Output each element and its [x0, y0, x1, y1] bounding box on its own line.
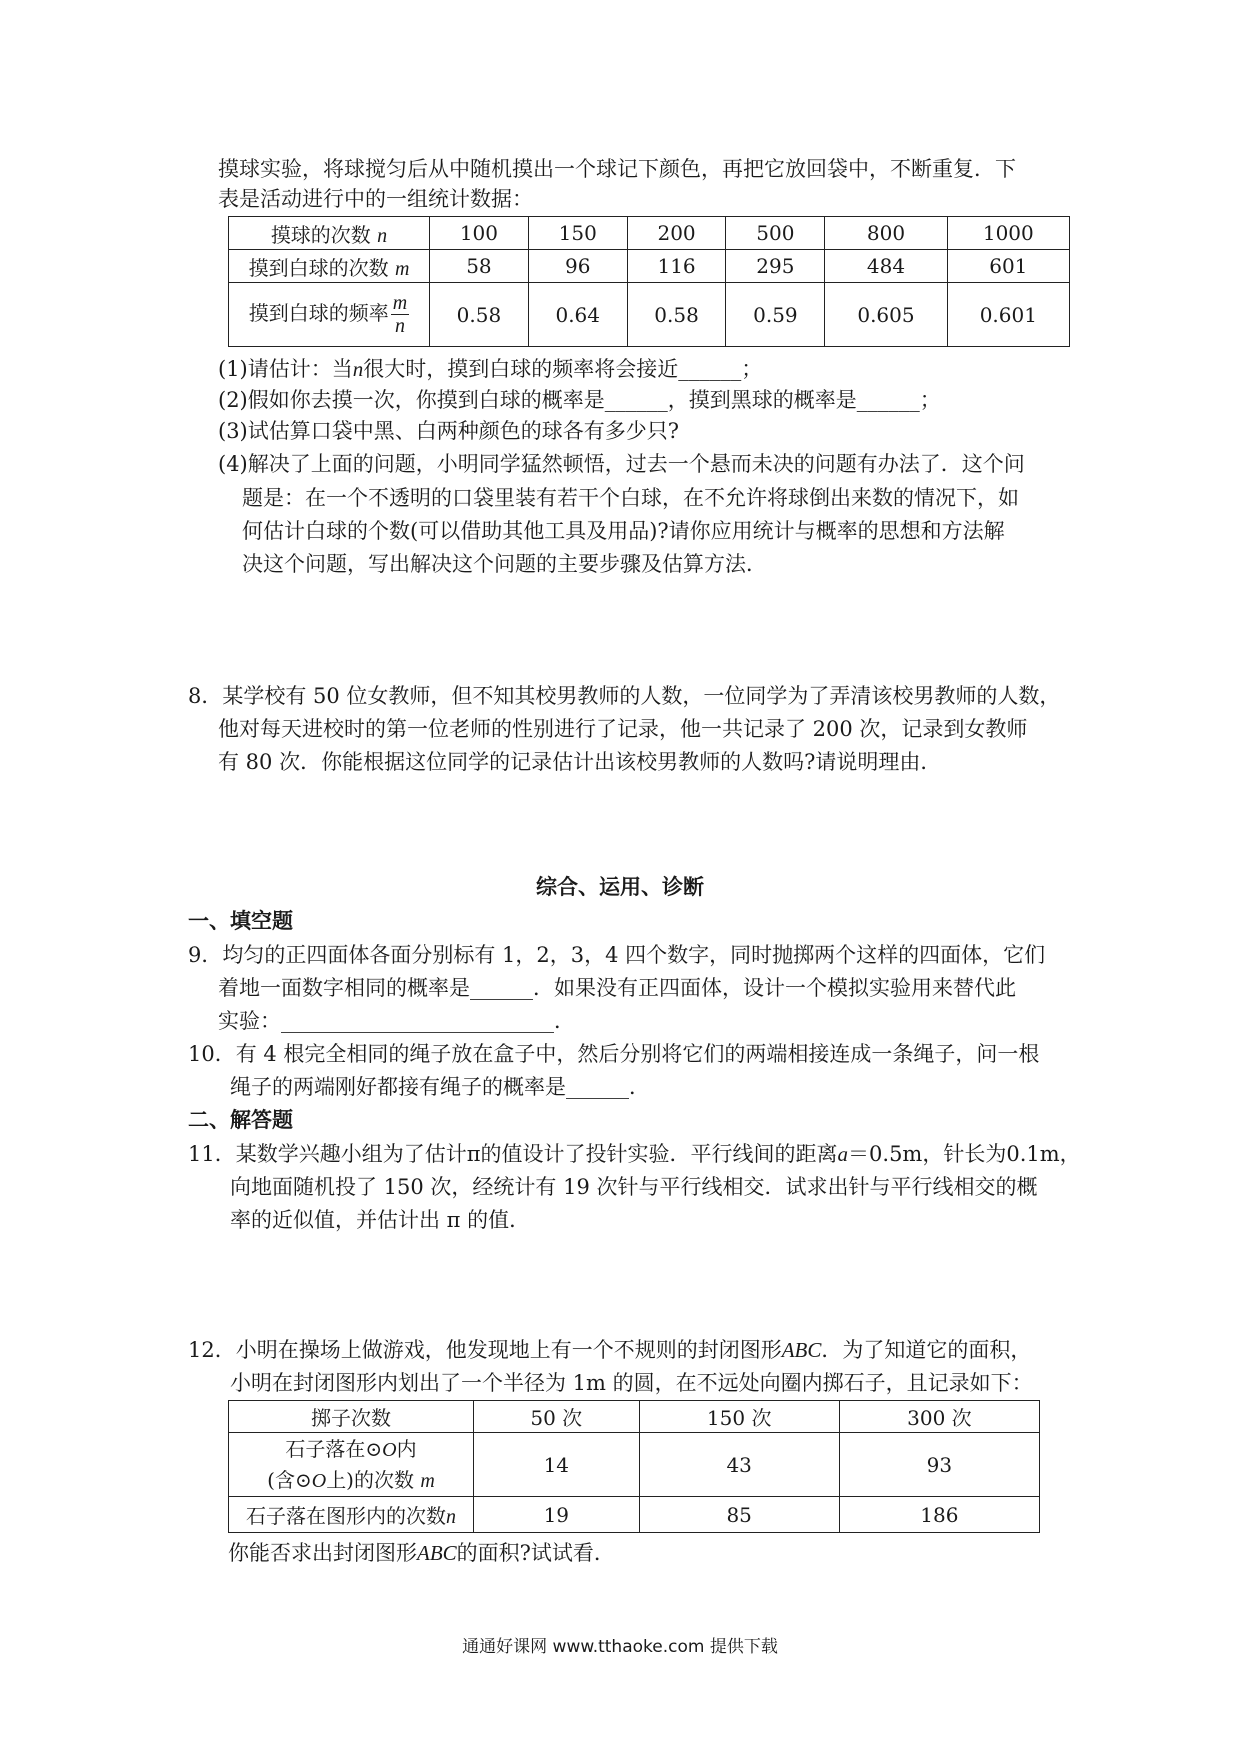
- q12-after-table: [228, 1538, 615, 1568]
- table-row: [229, 283, 1070, 347]
- q11-line1: [188, 1139, 1081, 1169]
- header-cell: 300 次: [839, 1401, 1039, 1433]
- text: 很大时，摸到白球的频率将会接近______；: [363, 357, 763, 381]
- text: 石子落在⊙: [285, 1436, 383, 1461]
- cell: 58: [430, 250, 529, 283]
- q7-stats-table: [228, 216, 1070, 347]
- text: ＝0.5m，针长为0.1m，: [848, 1142, 1081, 1166]
- q7-intro-line1: 摸球实验，将球搅匀后从中随机摸出一个球记下颜色，再把它放回袋中，不断重复．下: [218, 157, 1016, 181]
- q11-line2: 向地面随机投了 150 次，经统计有 19 次针与平行线相交．试求出针与平行线相交的概: [230, 1175, 1038, 1199]
- text: (含⊙: [267, 1467, 312, 1492]
- q7-sub4-line4: 决这个问题，写出解决这个问题的主要步骤及估算方法．: [242, 552, 767, 576]
- row-label-count: [229, 217, 430, 250]
- text: 内: [396, 1436, 417, 1461]
- cell: 93: [839, 1433, 1039, 1497]
- label-text: 摸球的次数: [270, 222, 371, 247]
- cell: 0.64: [528, 283, 627, 347]
- q7-sub4-line3: 何估计白球的个数(可以借助其他工具及用品)?请你应用统计与概率的思想和方法解: [242, 519, 1005, 543]
- q9-line2: 着地一面数字相同的概率是______．如果没有正四面体，设计一个模拟实验用来替代此: [218, 976, 1016, 1000]
- cell: 100: [430, 217, 529, 250]
- fraction-m-over-n: [391, 292, 409, 337]
- text: 的面积?试试看．: [456, 1541, 615, 1565]
- row-label-white: [229, 250, 430, 283]
- table-row: [229, 250, 1070, 283]
- cell: 601: [947, 250, 1069, 283]
- var-abc: ABC: [417, 1541, 457, 1565]
- text: 12．小明在操场上做游戏，他发现地上有一个不规则的封闭图形: [188, 1338, 782, 1362]
- cell: 1000: [947, 217, 1069, 250]
- q7-sub1: [218, 354, 762, 384]
- q9-line1: 9．均匀的正四面体各面分别标有 1，2，3，4 四个数字，同时抛掷两个这样的四面体，它们: [188, 943, 1046, 967]
- q7-sub4-line2: 题是：在一个不透明的口袋里装有若干个白球，在不允许将球倒出来数的情况下，如: [242, 486, 1019, 510]
- var-n: n: [352, 357, 364, 381]
- cell: 186: [839, 1497, 1039, 1533]
- cell: 0.59: [726, 283, 825, 347]
- q8-line2: 他对每天进校时的第一位老师的性别进行了记录，他一共记录了 200 次，记录到女教师: [218, 717, 1028, 741]
- text: 11．某数学兴趣小组为了估计π的值设计了投针实验．平行线间的距离: [188, 1142, 838, 1166]
- header-cell: 50 次: [474, 1401, 640, 1433]
- row-label-in-shape: [229, 1497, 474, 1533]
- fraction-denominator: n: [394, 315, 405, 337]
- var-n: n: [446, 1506, 456, 1528]
- q7-sub2: (2)假如你去摸一次，你摸到白球的概率是______，摸到黑球的概率是______；: [218, 388, 941, 412]
- q9-line3: 实验：__________________________．: [218, 1009, 575, 1033]
- cell: 96: [528, 250, 627, 283]
- q12-stone-table: [228, 1400, 1040, 1533]
- cell: 295: [726, 250, 825, 283]
- text: (1)请估计：当: [218, 357, 353, 381]
- q7-intro-line2: 表是活动进行中的一组统计数据：: [218, 187, 533, 211]
- cell: 0.601: [947, 283, 1069, 347]
- var-o: O: [382, 1438, 397, 1461]
- var-abc: ABC: [781, 1338, 822, 1362]
- cell: 19: [474, 1497, 640, 1533]
- part1-title: 一、填空题: [188, 909, 293, 933]
- cell: 484: [825, 250, 947, 283]
- section-title: 综合、运用、诊断: [536, 875, 704, 899]
- cell: 0.58: [430, 283, 529, 347]
- cell: 500: [726, 217, 825, 250]
- q7-sub3: (3)试估算口袋中黑、白两种颜色的球各有多少只?: [218, 419, 680, 443]
- cell: 0.58: [627, 283, 726, 347]
- var-m: m: [420, 1469, 435, 1492]
- text: 石子落在图形内的次数: [246, 1504, 446, 1528]
- q12-line1: [188, 1335, 1031, 1365]
- part2-title: 二、解答题: [188, 1108, 293, 1132]
- table-row: [229, 1401, 1040, 1433]
- q10-line1: 10．有 4 根完全相同的绳子放在盒子中，然后分别将它们的两端相接连成一条绳子，问一根: [188, 1042, 1040, 1066]
- q12-line2: 小明在封闭图形内划出了一个半径为 1m 的圆，在不远处向圈内掷石子，且记录如下：: [230, 1371, 1033, 1395]
- header-label: 掷子次数: [229, 1401, 474, 1433]
- fraction-numerator: m: [392, 292, 408, 314]
- q11-line3: 率的近似值，并估计出 π 的值．: [230, 1208, 531, 1232]
- var-o: O: [311, 1469, 327, 1492]
- row-label-in-circle: [229, 1433, 474, 1497]
- cell: 116: [627, 250, 726, 283]
- row-label-freq: [229, 283, 430, 347]
- cell: 0.605: [825, 283, 947, 347]
- page-footer: 通通好课网 www.tthaoke.com 提供下载: [462, 1637, 778, 1657]
- cell: 14: [474, 1433, 640, 1497]
- cell: 43: [639, 1433, 839, 1497]
- text: 你能否求出封闭图形: [228, 1541, 417, 1565]
- table-row: [229, 217, 1070, 250]
- var-m: m: [394, 257, 410, 280]
- cell: 150: [528, 217, 627, 250]
- table-row: [229, 1497, 1040, 1533]
- header-cell: 150 次: [639, 1401, 839, 1433]
- text: ．为了知道它的面积，: [821, 1338, 1032, 1362]
- q10-line2: 绳子的两端刚好都接有绳子的概率是______．: [230, 1075, 650, 1099]
- q8-line1: 8．某学校有 50 位女教师，但不知其校男教师的人数，一位同学为了弄清该校男教师的人数，: [188, 684, 1061, 708]
- q7-sub4-line1: (4)解决了上面的问题，小明同学猛然顿悟，过去一个悬而未决的问题有办法了．这个问: [218, 452, 1025, 476]
- label-text: 摸到白球的频率: [248, 301, 389, 325]
- q8-line3: 有 80 次．你能根据这位同学的记录估计出该校男教师的人数吗?请说明理由．: [218, 750, 942, 774]
- cell: 200: [627, 217, 726, 250]
- cell: 800: [825, 217, 947, 250]
- var-a: a: [837, 1142, 849, 1166]
- var-n: n: [377, 224, 388, 247]
- label-text: 摸到白球的次数: [248, 255, 389, 280]
- cell: 85: [639, 1497, 839, 1533]
- table-row: [229, 1433, 1040, 1497]
- text: 上)的次数: [326, 1467, 414, 1492]
